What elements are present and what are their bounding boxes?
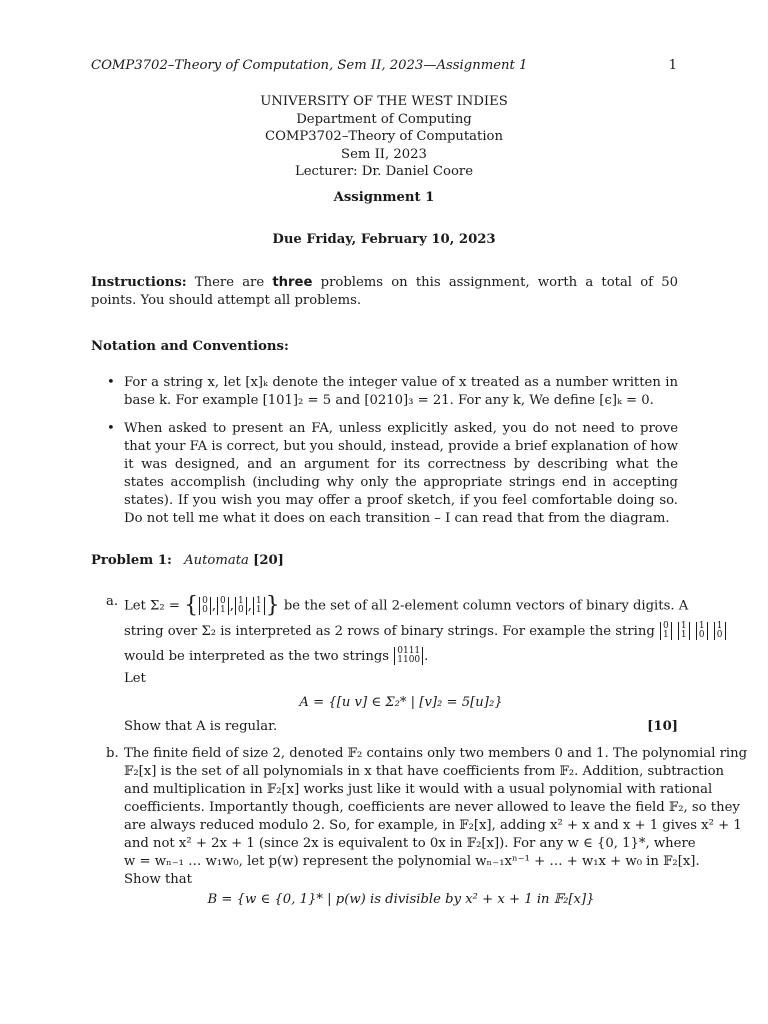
instructions-emph: three xyxy=(272,275,313,290)
equation-A: A = {[u v] ∈ Σ₂* | [v]₂ = 5[u]₂} xyxy=(299,694,503,710)
running-head xyxy=(91,57,677,75)
part-b-line-4: coefficients. Importantly though, coefficients are never allowed to leave the field 𝔽₂, so they xyxy=(124,800,740,815)
notation-bullet-2: • When asked to present an FA, unless explicitly asked, you do not need to prove that your FA is correct, but you should, instead, provide a brief explanation of how it was designed, and an argument for its correctness by describing what the states accomplish (including why only the appropriate strings end in accepting states). If you wish you may offer a proof sketch, if you feel comfortable doing so. Do not tell me what it does on each transition – I can read that from the diagram. xyxy=(91,420,678,528)
part-a-line-1: Let Σ₂ = { 0 0 , 0 1 , 1 0 , 1 1 } be the set of all 2-element column vectors of binary digits. A xyxy=(124,593,689,618)
instructions-label: Instructions: xyxy=(91,275,187,290)
part-b-line-2: 𝔽₂[x] is the set of all polynomials in x that have coefficients from 𝔽₂. Addition, subtraction xyxy=(124,764,725,779)
semester: Sem II, 2023 xyxy=(341,146,427,162)
problem-1-label: Problem 1: xyxy=(91,553,172,568)
instructions-text-1: There are xyxy=(186,275,273,290)
running-head-title: COMP3702–Theory of Computation, Sem II, 2023—Assignment 1 xyxy=(91,58,528,73)
part-a-points: [10] xyxy=(647,718,678,734)
instructions-paragraph xyxy=(91,274,678,310)
set-close-brace: } xyxy=(265,593,280,618)
part-a-let: Let xyxy=(124,670,146,686)
part-b-label: b. xyxy=(106,746,119,761)
strings-vector: 0111 1100 xyxy=(394,647,423,665)
part-b-line-3: and multiplication in 𝔽₂[x] works just like it would with a usual polynomial with rational xyxy=(124,782,713,797)
part-b-line-7: w = wₙ₋₁ … w₁w₀, let p(w) represent the polynomial wₙ₋₁xⁿ⁻¹ + … + w₁x + w₀ in 𝔽₂[x]. xyxy=(124,854,700,869)
problem-1-points: [20] xyxy=(253,553,284,568)
problem-1-topic: Automata xyxy=(184,553,249,568)
part-b-line-8: Show that xyxy=(124,872,192,887)
course-name: COMP3702–Theory of Computation xyxy=(264,129,503,144)
due-date: Due Friday, February 10, 2023 xyxy=(272,232,496,247)
notation-bullet-1: • For a string x, let [x]ₖ denote the integer value of x treated as a number written in base k. For example [101]₂ = 5 and [0210]₃ = 21. For any k, We define [ϵ]ₖ = 0. xyxy=(91,374,678,410)
problem-1b xyxy=(91,745,748,909)
vector-00: 0 0 xyxy=(199,597,211,615)
example-vector-4: 1 0 xyxy=(714,622,726,640)
vector-01: 0 1 xyxy=(217,597,229,615)
example-vector-1: 0 1 xyxy=(660,622,672,640)
vector-11: 1 1 xyxy=(253,597,265,615)
part-b-line-1: The finite field of size 2, denoted 𝔽₂ contains only two members 0 and 1. The polynomial ring xyxy=(124,746,748,761)
example-vector-3: 1 0 xyxy=(696,622,708,640)
problem-1a xyxy=(91,593,723,736)
part-a-line1-post: be the set of all 2-element column vectors of binary digits. A xyxy=(283,598,689,614)
notation-list xyxy=(91,374,678,538)
part-a-show: Show that A is regular. xyxy=(124,718,278,734)
part-a-label: a. xyxy=(106,594,119,609)
equation-B: B = {w ∈ {0, 1}* | p(w) is divisible by x² + x + 1 in 𝔽₂[x]} xyxy=(207,892,595,907)
problem-1-heading xyxy=(91,552,284,570)
department-name: Department of Computing xyxy=(296,111,472,127)
vector-10: 1 0 xyxy=(235,597,247,615)
assignment-title: Assignment 1 xyxy=(333,190,435,205)
part-b-line-5: are always reduced modulo 2. So, for example, in 𝔽₂[x], adding x² + x and x + 1 gives x² + 1 xyxy=(124,818,742,833)
lecturer: Lecturer: Dr. Daniel Coore xyxy=(294,164,474,179)
notation-heading: Notation and Conventions: xyxy=(91,339,289,354)
page-number: 1 xyxy=(668,58,677,73)
part-a-line-3: would be interpreted as the two strings 0111 1100 . xyxy=(124,646,429,665)
part-a-line-2 xyxy=(124,620,723,644)
title-block xyxy=(0,93,768,181)
part-a-line3-pre: would be interpreted as the two strings xyxy=(124,648,390,664)
set-open-brace: { xyxy=(184,593,199,618)
part-a-line1-pre: Let Σ₂ = xyxy=(124,598,180,614)
instructions-text-2: problems on this assignment, worth a total of 50 points. You should attempt all problems. xyxy=(91,275,678,308)
university-name: UNIVERSITY OF THE WEST INDIES xyxy=(260,94,508,109)
part-a-line2-pre: string over Σ₂ is interpreted as 2 rows of binary strings. For example the string xyxy=(124,623,655,639)
example-vector-2: 1 1 xyxy=(678,622,690,640)
part-b-line-6: and not x² + 2x + 1 (since 2x is equivalent to 0x in 𝔽₂[x]). For any w ∈ {0, 1}*, where xyxy=(124,836,696,851)
part-a-show-line xyxy=(124,718,678,736)
